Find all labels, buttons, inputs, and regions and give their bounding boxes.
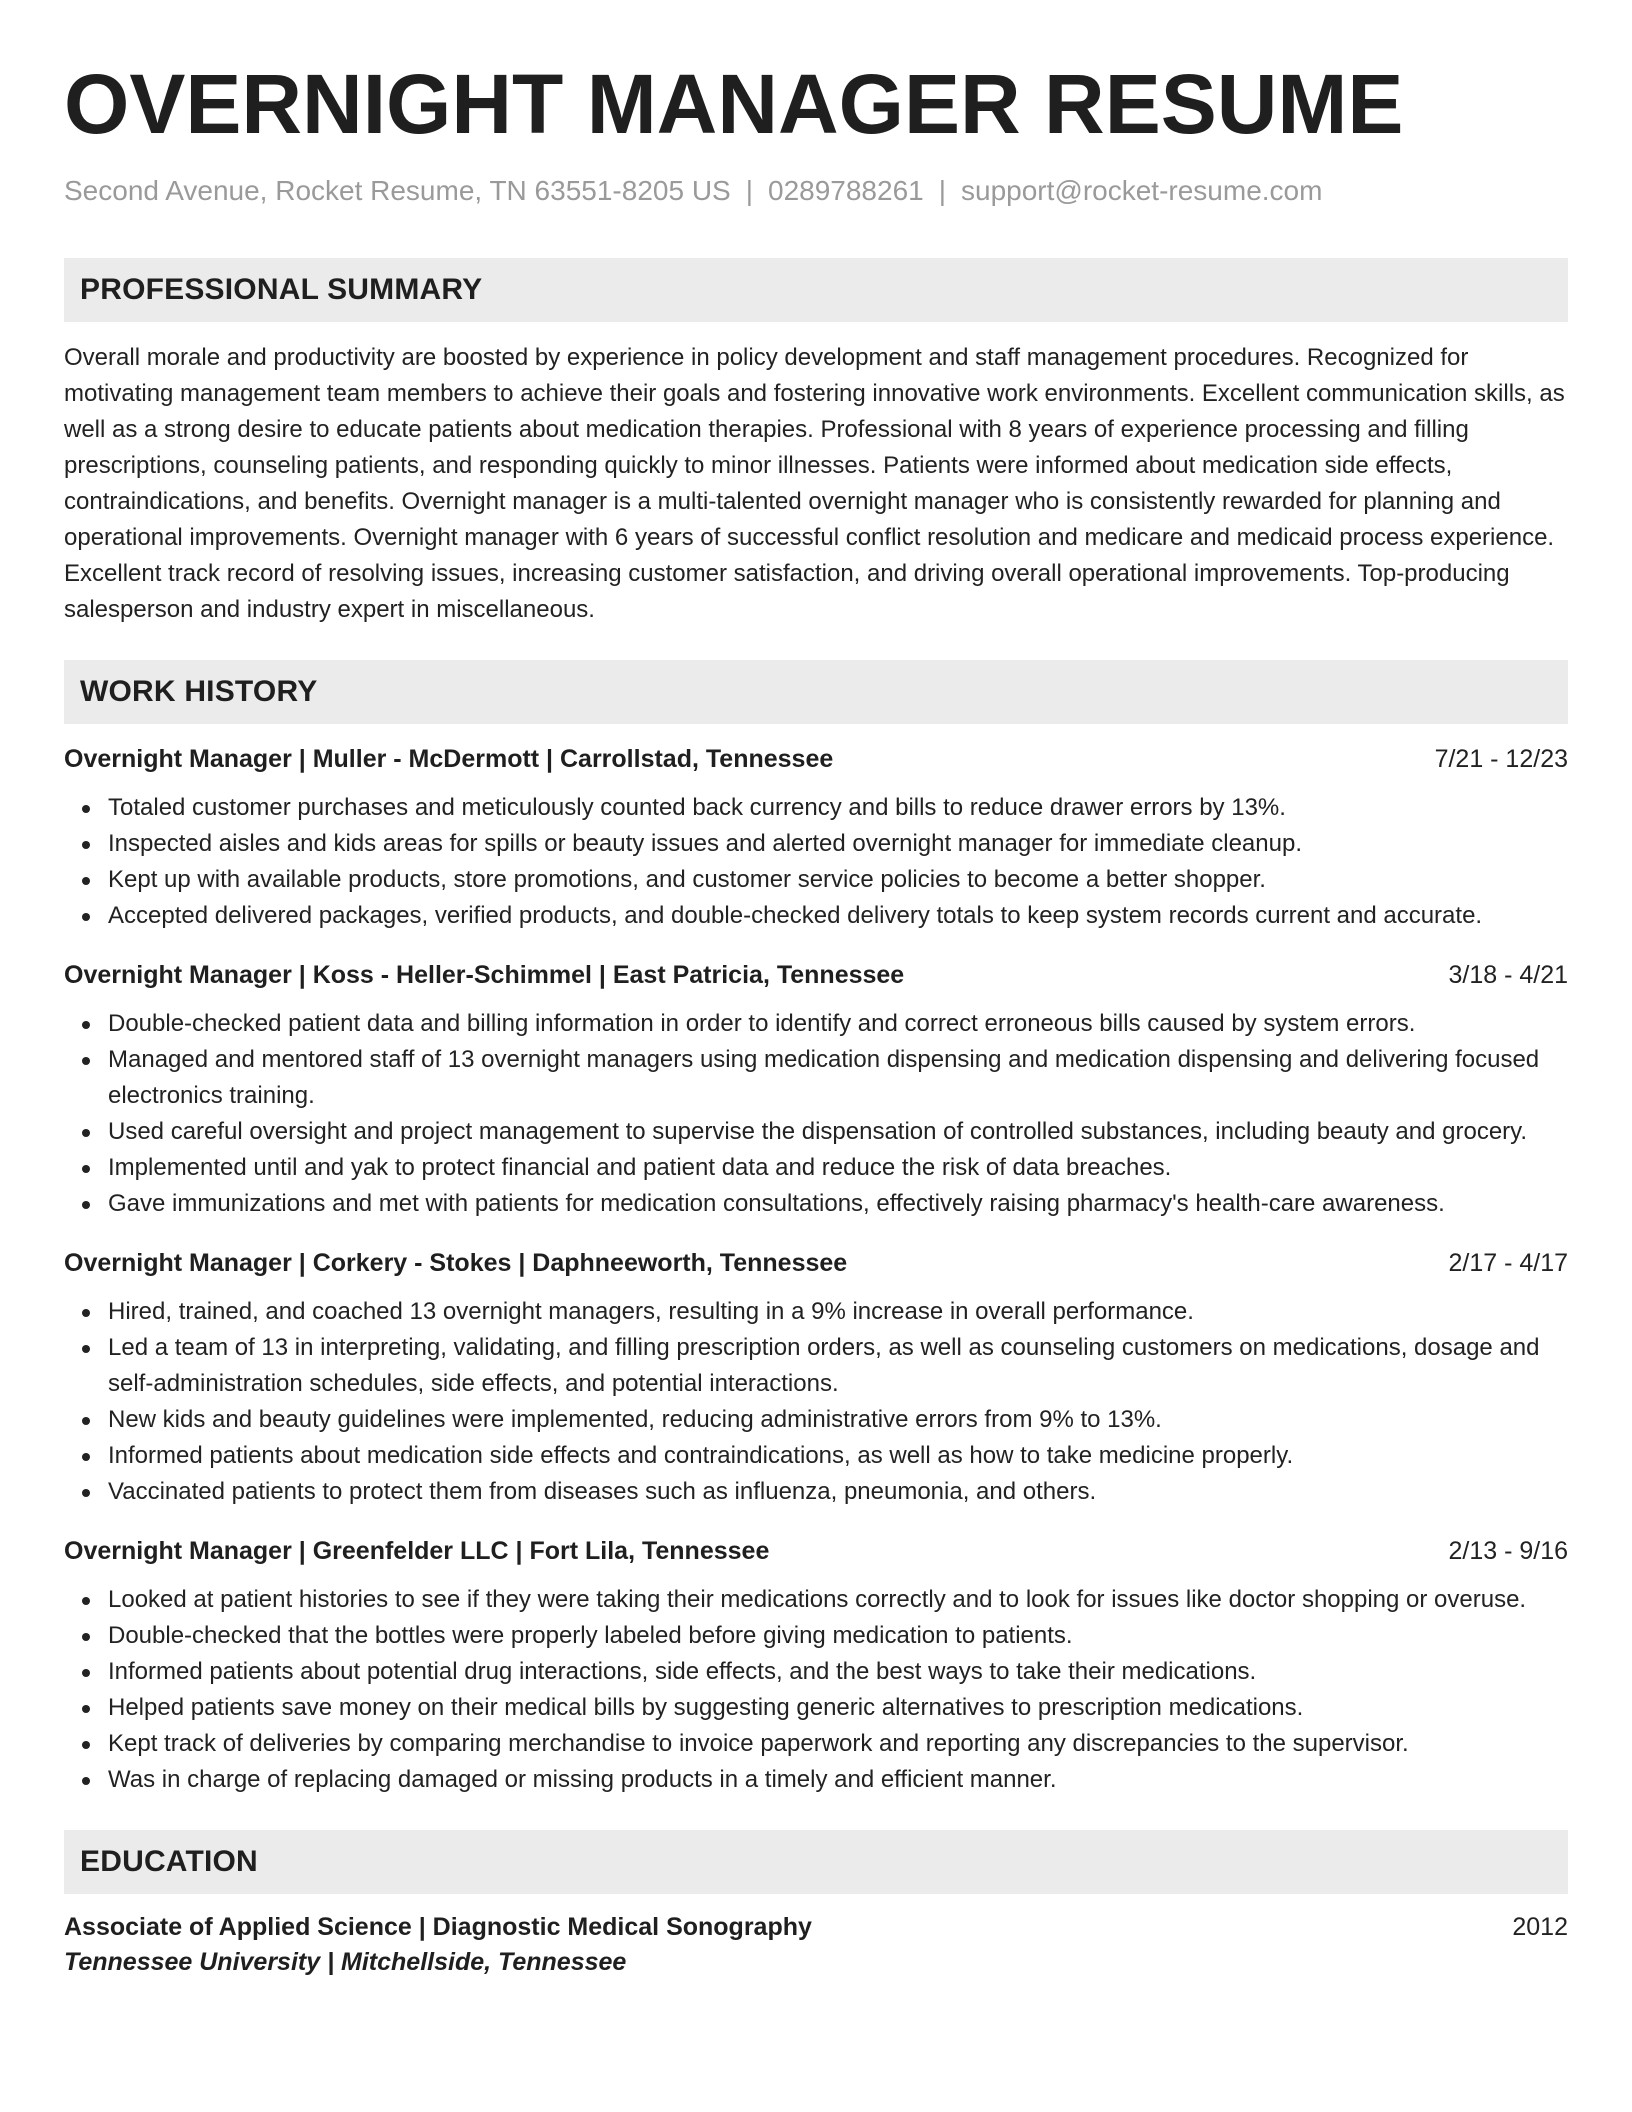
job-bullet: Used careful oversight and project management to supervise the dispensation of controlled substances, including beauty and grocery. [108, 1114, 1568, 1150]
job-bullet: Looked at patient histories to see if they were taking their medications correctly and to look for issues like doctor shopping or overuse. [108, 1582, 1568, 1618]
job-bullets [64, 1006, 1568, 1222]
job-bullet: Double-checked patient data and billing information in order to identify and correct erroneous bills caused by system errors. [108, 1006, 1568, 1042]
education-entry [64, 1910, 1568, 1980]
job-header [64, 1246, 1568, 1280]
contact-separator: | [745, 175, 753, 206]
education-header [64, 1910, 1568, 1944]
contact-line [64, 174, 1568, 208]
job-bullet: Totaled customer purchases and meticulously counted back currency and bills to reduce drawer errors by 13%. [108, 790, 1568, 826]
job-dates: 3/18 - 4/21 [1448, 960, 1568, 989]
job-bullets [64, 1582, 1568, 1798]
contact-separator: | [938, 175, 947, 206]
job-bullet: Led a team of 13 in interpreting, validating, and filling prescription orders, as well as counseling customers on medications, dosage and self-administration schedules, side effects, and potential interactions. [108, 1330, 1568, 1402]
job-bullet: Managed and mentored staff of 13 overnight managers using medication dispensing and medication dispensing and delivering focused electronics training. [108, 1042, 1568, 1114]
job-entry [64, 958, 1568, 1222]
work-history-heading: WORK HISTORY [64, 660, 1568, 724]
job-title: Overnight Manager | Muller - McDermott | Carrollstad, Tennessee [64, 744, 834, 773]
education-degree: Associate of Applied Science | Diagnostic Medical Sonography [64, 1912, 812, 1941]
contact-phone: 0289788261 [768, 175, 924, 206]
job-bullet: Was in charge of replacing damaged or missing products in a timely and efficient manner. [108, 1762, 1568, 1798]
job-entry [64, 742, 1568, 934]
job-bullet: Double-checked that the bottles were properly labeled before giving medication to patients. [108, 1618, 1568, 1654]
job-header [64, 958, 1568, 992]
education-school: Tennessee University | Mitchellside, Tennessee [64, 1947, 627, 1976]
job-bullet: Gave immunizations and met with patients for medication consultations, effectively raising pharmacy's health-care awareness. [108, 1186, 1568, 1222]
job-bullet: Hired, trained, and coached 13 overnight managers, resulting in a 9% increase in overall performance. [108, 1294, 1568, 1330]
job-bullet: Accepted delivered packages, verified products, and double-checked delivery totals to keep system records current and accurate. [108, 898, 1568, 934]
job-bullet: New kids and beauty guidelines were implemented, reducing administrative errors from 9% to 13%. [108, 1402, 1568, 1438]
job-header [64, 1534, 1568, 1568]
job-bullet: Helped patients save money on their medical bills by suggesting generic alternatives to prescription medications. [108, 1690, 1568, 1726]
contact-email: support@rocket-resume.com [961, 175, 1323, 206]
job-title: Overnight Manager | Greenfelder LLC | Fort Lila, Tennessee [64, 1536, 770, 1565]
job-dates: 7/21 - 12/23 [1434, 744, 1568, 773]
job-bullet: Informed patients about medication side effects and contraindications, as well as how to take medicine properly. [108, 1438, 1568, 1474]
job-bullet: Kept up with available products, store promotions, and customer service policies to become a better shopper. [108, 862, 1568, 898]
job-bullet: Vaccinated patients to protect them from diseases such as influenza, pneumonia, and others. [108, 1474, 1568, 1510]
job-entry [64, 1534, 1568, 1798]
job-entry [64, 1246, 1568, 1510]
job-title: Overnight Manager | Koss - Heller-Schimmel | East Patricia, Tennessee [64, 960, 905, 989]
job-bullets [64, 1294, 1568, 1510]
job-dates: 2/13 - 9/16 [1448, 1536, 1568, 1565]
job-bullet: Informed patients about potential drug interactions, side effects, and the best ways to take their medications. [108, 1654, 1568, 1690]
job-bullet: Kept track of deliveries by comparing merchandise to invoice paperwork and reporting any discrepancies to the supervisor. [108, 1726, 1568, 1762]
job-dates: 2/17 - 4/17 [1448, 1248, 1568, 1277]
job-bullets [64, 790, 1568, 934]
resume-title: OVERNIGHT MANAGER RESUME [64, 57, 1404, 151]
education-heading: EDUCATION [64, 1830, 1568, 1894]
job-title: Overnight Manager | Corkery - Stokes | Daphneeworth, Tennessee [64, 1248, 848, 1277]
contact-address: Second Avenue, Rocket Resume, TN 63551-8205 US [64, 175, 731, 206]
summary-heading: PROFESSIONAL SUMMARY [64, 258, 1568, 322]
education-year: 2012 [1512, 1912, 1568, 1941]
job-header [64, 742, 1568, 776]
job-bullet: Inspected aisles and kids areas for spills or beauty issues and alerted overnight manager for immediate cleanup. [108, 826, 1568, 862]
job-bullet: Implemented until and yak to protect financial and patient data and reduce the risk of data breaches. [108, 1150, 1568, 1186]
summary-text: Overall morale and productivity are boosted by experience in policy development and staff management procedures. Recognized for motivating management team members to achieve their goals and fostering innovative work environments. Excellent communication skills, as well as a strong desire to educate patients about medication therapies. Professional with 8 years of experience processing and filling prescriptions, counseling patients, and responding quickly to minor illnesses. Patients were informed about medication side effects, contraindications, and benefits. Overnight manager is a multi-talented overnight manager who is consistently rewarded for planning and operational improvements. Overnight manager with 6 years of successful conflict resolution and medicare and medicaid process experience. Excellent track record of resolving issues, increasing customer satisfaction, and driving overall operational improvements. Top-producing salesperson and industry expert in miscellaneous. [64, 343, 1565, 623]
